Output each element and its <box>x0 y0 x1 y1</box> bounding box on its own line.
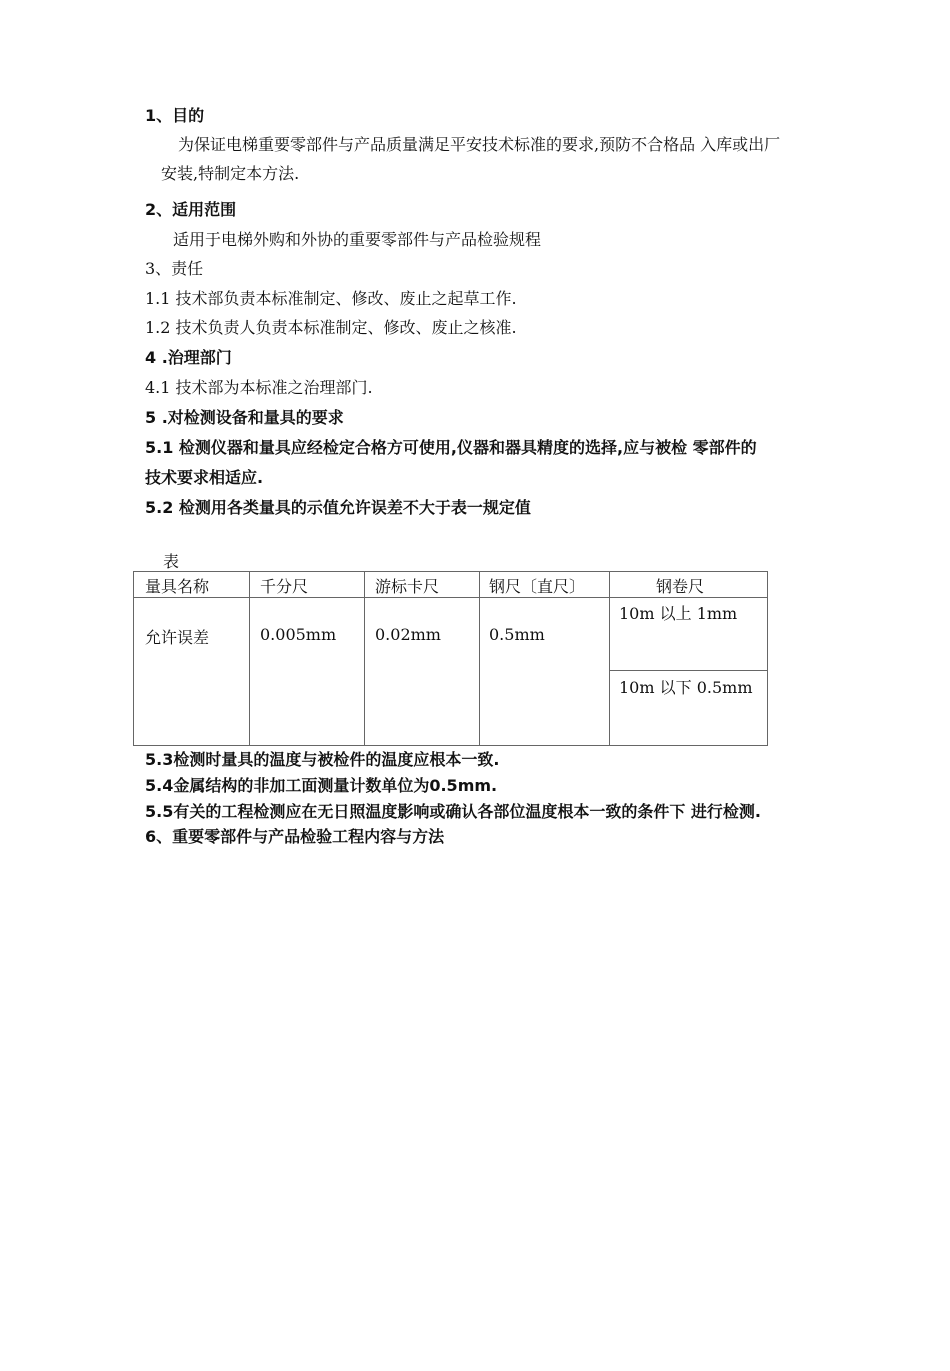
section-5-item-4: 5.4金属结构的非加工面测量计数单位为0.5mm. <box>145 776 498 795</box>
value-tape-lower: 10m 以下 0.5mm <box>619 678 753 697</box>
value-steel-ruler: 0.5mm <box>489 625 545 644</box>
header-gauge-name: 量具名称 <box>145 577 210 596</box>
header-cell <box>610 572 768 598</box>
section-2-paragraph: 适用于电梯外购和外协的重要零部件与产品检验规程 <box>173 230 542 249</box>
header-cell <box>250 572 365 598</box>
value-tape-upper: 10m 以上 1mm <box>619 604 738 623</box>
tolerance-table <box>133 571 768 746</box>
value-cell <box>610 598 768 671</box>
header-cell <box>134 572 250 598</box>
section-1-paragraph-line-2: 安装,特制定本方法. <box>161 164 300 183</box>
header-cell <box>365 572 480 598</box>
table-caption: 表 <box>163 552 180 571</box>
section-4-item-1: 4.1 技术部为本标准之治理部门. <box>145 378 373 397</box>
header-steel-ruler: 钢尺〔直尺〕 <box>489 577 586 596</box>
section-6-title: 6、重要零部件与产品检验工程内容与方法 <box>145 827 445 846</box>
section-3-item-1: 1.1 技术部负责本标准制定、修改、废止之起草工作. <box>145 289 517 308</box>
section-1-title: 1、目的 <box>145 106 205 125</box>
section-5-title: 5 .对检测设备和量具的要求 <box>145 408 344 427</box>
value-cell <box>480 598 610 746</box>
row-label-cell <box>134 598 250 746</box>
value-cell <box>250 598 365 746</box>
header-cell <box>480 572 610 598</box>
section-5-item-2: 5.2 检测用各类量具的示值允许误差不大于表一规定值 <box>145 498 531 517</box>
header-micrometer: 千分尺 <box>260 577 309 596</box>
section-3-item-2: 1.2 技术负责人负责本标准制定、修改、废止之核准. <box>145 318 517 337</box>
section-1-paragraph-line-1: 为保证电梯重要零部件与产品质量满足平安技术标准的要求,预防不合格品 入库或出厂 <box>178 135 781 154</box>
value-cell <box>365 598 480 746</box>
table-row <box>134 598 768 671</box>
header-vernier-caliper: 游标卡尺 <box>375 577 440 596</box>
section-5-item-1-line-1: 5.1 检测仪器和量具应经检定合格方可使用,仪器和器具精度的选择,应与被检 零部件的 <box>145 438 757 457</box>
table-header-row <box>134 572 768 598</box>
value-micrometer: 0.005mm <box>260 625 337 644</box>
section-5-item-5: 5.5有关的工程检测应在无日照温度影响或确认各部位温度根本一致的条件下 进行检测. <box>145 802 761 821</box>
section-5-item-1-line-2: 技术要求相适应. <box>145 468 264 487</box>
section-2-title: 2、适用范围 <box>145 200 237 219</box>
value-cell <box>610 671 768 746</box>
section-5-item-3: 5.3检测时量具的温度与被检件的温度应根本一致. <box>145 750 500 769</box>
section-3-title: 3、责任 <box>145 259 204 278</box>
section-4-title: 4 .治理部门 <box>145 348 232 367</box>
value-vernier-caliper: 0.02mm <box>375 625 441 644</box>
header-tape-measure: 钢卷尺 <box>656 577 705 596</box>
row-label-tolerance: 允许误差 <box>145 628 210 647</box>
